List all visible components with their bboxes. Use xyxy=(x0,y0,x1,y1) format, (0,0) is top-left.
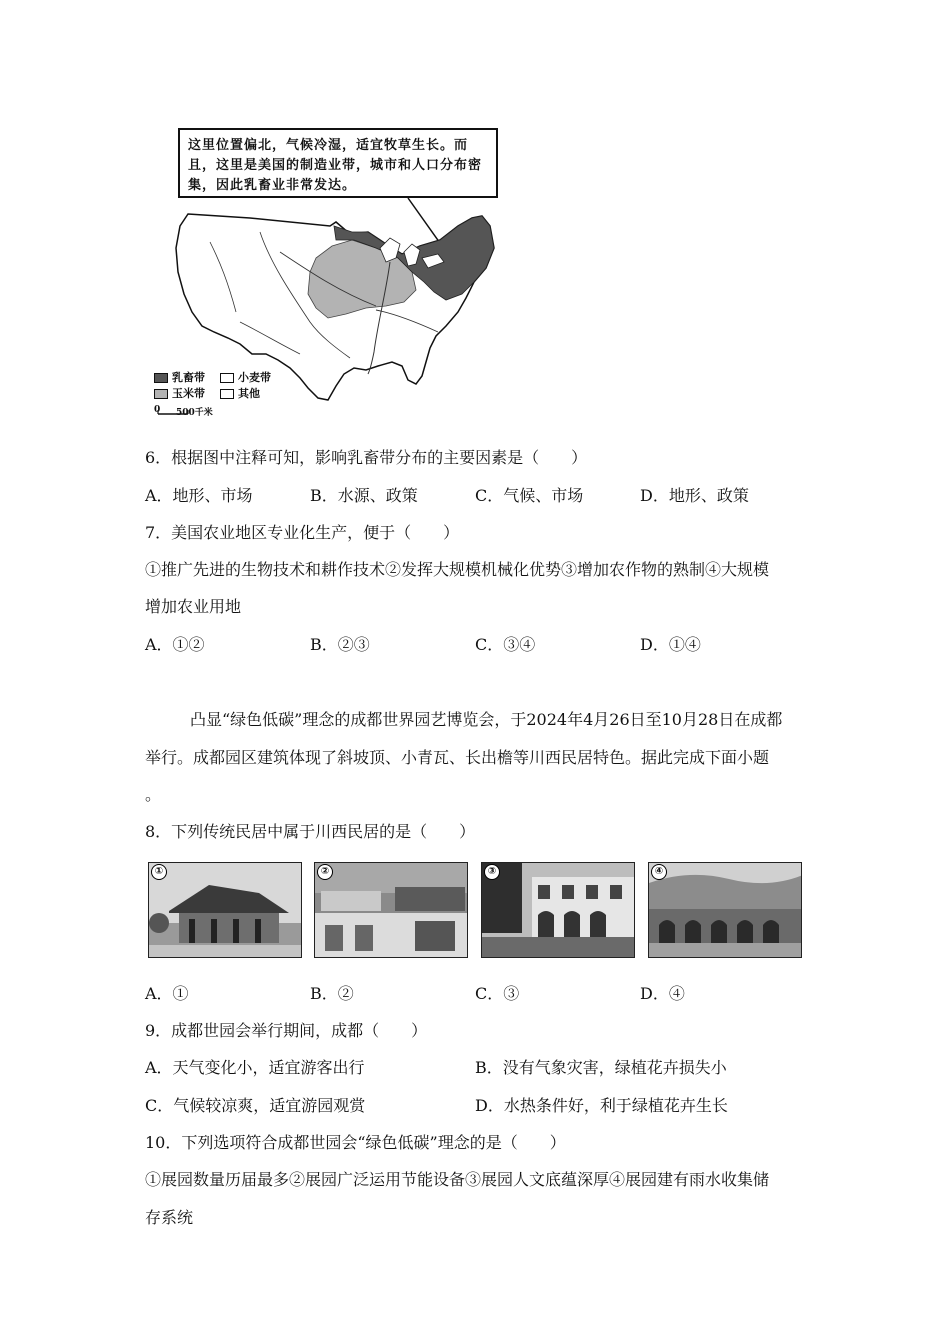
legend-swatch-other xyxy=(220,389,234,399)
photo-3-arcade-building xyxy=(481,862,635,958)
legend-label-dairy: 乳畜带 xyxy=(172,371,205,384)
legend-swatch-wheat xyxy=(220,373,234,383)
q8-option-c[interactable]: C．③ xyxy=(475,984,520,1003)
passage-line-2: 举行。成都园区建筑体现了斜坡顶、小青瓦、长出檐等川西民居特色。据此完成下面小题 xyxy=(145,748,770,767)
q8-option-b[interactable]: B．② xyxy=(310,984,354,1003)
legend-swatch-dairy xyxy=(154,373,168,383)
passage-line-3: 。 xyxy=(145,785,162,804)
q8-option-a[interactable]: A．① xyxy=(145,984,189,1003)
q7-stem: 7．美国农业地区专业化生产，便于（ ） xyxy=(145,523,460,542)
q9-option-b[interactable]: B．没有气象灾害，绿植花卉损失小 xyxy=(475,1058,727,1077)
legend-label-wheat: 小麦带 xyxy=(238,371,271,384)
legend-label-corn: 玉米带 xyxy=(172,387,205,400)
q6-option-a[interactable]: A．地形、市场 xyxy=(145,486,253,505)
photo-label-2: ② xyxy=(317,864,333,880)
photo-label-1: ① xyxy=(151,864,167,880)
q10-items-line1: ①展园数量历届最多②展园广泛运用节能设备③展园人文底蕴深厚④展园建有雨水收集储 xyxy=(145,1170,770,1189)
q7-option-d[interactable]: D．①④ xyxy=(640,635,701,654)
q6-option-d[interactable]: D．地形、政策 xyxy=(640,486,749,505)
map-caption-box: 这里位置偏北，气候冷湿，适宜牧草生长。而且，这里是美国的制造业带，城市和人口分布密集，因此乳畜业非常发达。 xyxy=(178,128,498,198)
q6-option-c[interactable]: C．气候、市场 xyxy=(475,486,584,505)
photo-label-4: ④ xyxy=(651,864,667,880)
q7-option-c[interactable]: C．③④ xyxy=(475,635,536,654)
q7-items-line1: ①推广先进的生物技术和耕作技术②发挥大规模机械化优势③增加农作物的熟制④大规模 xyxy=(145,560,770,579)
photo-label-3: ③ xyxy=(484,864,500,880)
q9-stem: 9．成都世园会举行期间，成都（ ） xyxy=(145,1021,428,1040)
photo-2-courtyard-house xyxy=(314,862,468,958)
legend-label-other: 其他 xyxy=(238,387,260,400)
scale-zero: 0 xyxy=(154,405,161,415)
q6-stem: 6．根据图中注释可知，影响乳畜带分布的主要因素是（ ） xyxy=(145,448,588,467)
q9-option-a[interactable]: A．天气变化小，适宜游客出行 xyxy=(145,1058,365,1077)
q8-option-d[interactable]: D．④ xyxy=(640,984,685,1003)
photo-4-cave-dwelling xyxy=(648,862,802,958)
q6-option-b[interactable]: B．水源、政策 xyxy=(310,486,418,505)
q8-stem: 8．下列传统民居中属于川西民居的是（ ） xyxy=(145,822,476,841)
q9-option-d[interactable]: D．水热条件好，利于绿植花卉生长 xyxy=(475,1096,728,1115)
scale-label: 500千米 xyxy=(176,408,213,418)
q7-items-line2: 增加农业用地 xyxy=(145,597,242,616)
passage-line-1: 凸显“绿色低碳”理念的成都世界园艺博览会，于2024年4月26日至10月28日在成都 xyxy=(190,710,783,729)
legend-swatch-corn xyxy=(154,389,168,399)
q10-stem: 10．下列选项符合成都世园会“绿色低碳”理念的是（ ） xyxy=(145,1133,566,1152)
q9-option-c[interactable]: C．气候较凉爽，适宜游园观赏 xyxy=(145,1096,366,1115)
us-agriculture-map-figure xyxy=(140,122,510,422)
q10-items-line2: 存系统 xyxy=(145,1208,194,1227)
photo-1-wooden-house xyxy=(148,862,302,958)
q7-option-a[interactable]: A．①② xyxy=(145,635,205,654)
q7-option-b[interactable]: B．②③ xyxy=(310,635,370,654)
